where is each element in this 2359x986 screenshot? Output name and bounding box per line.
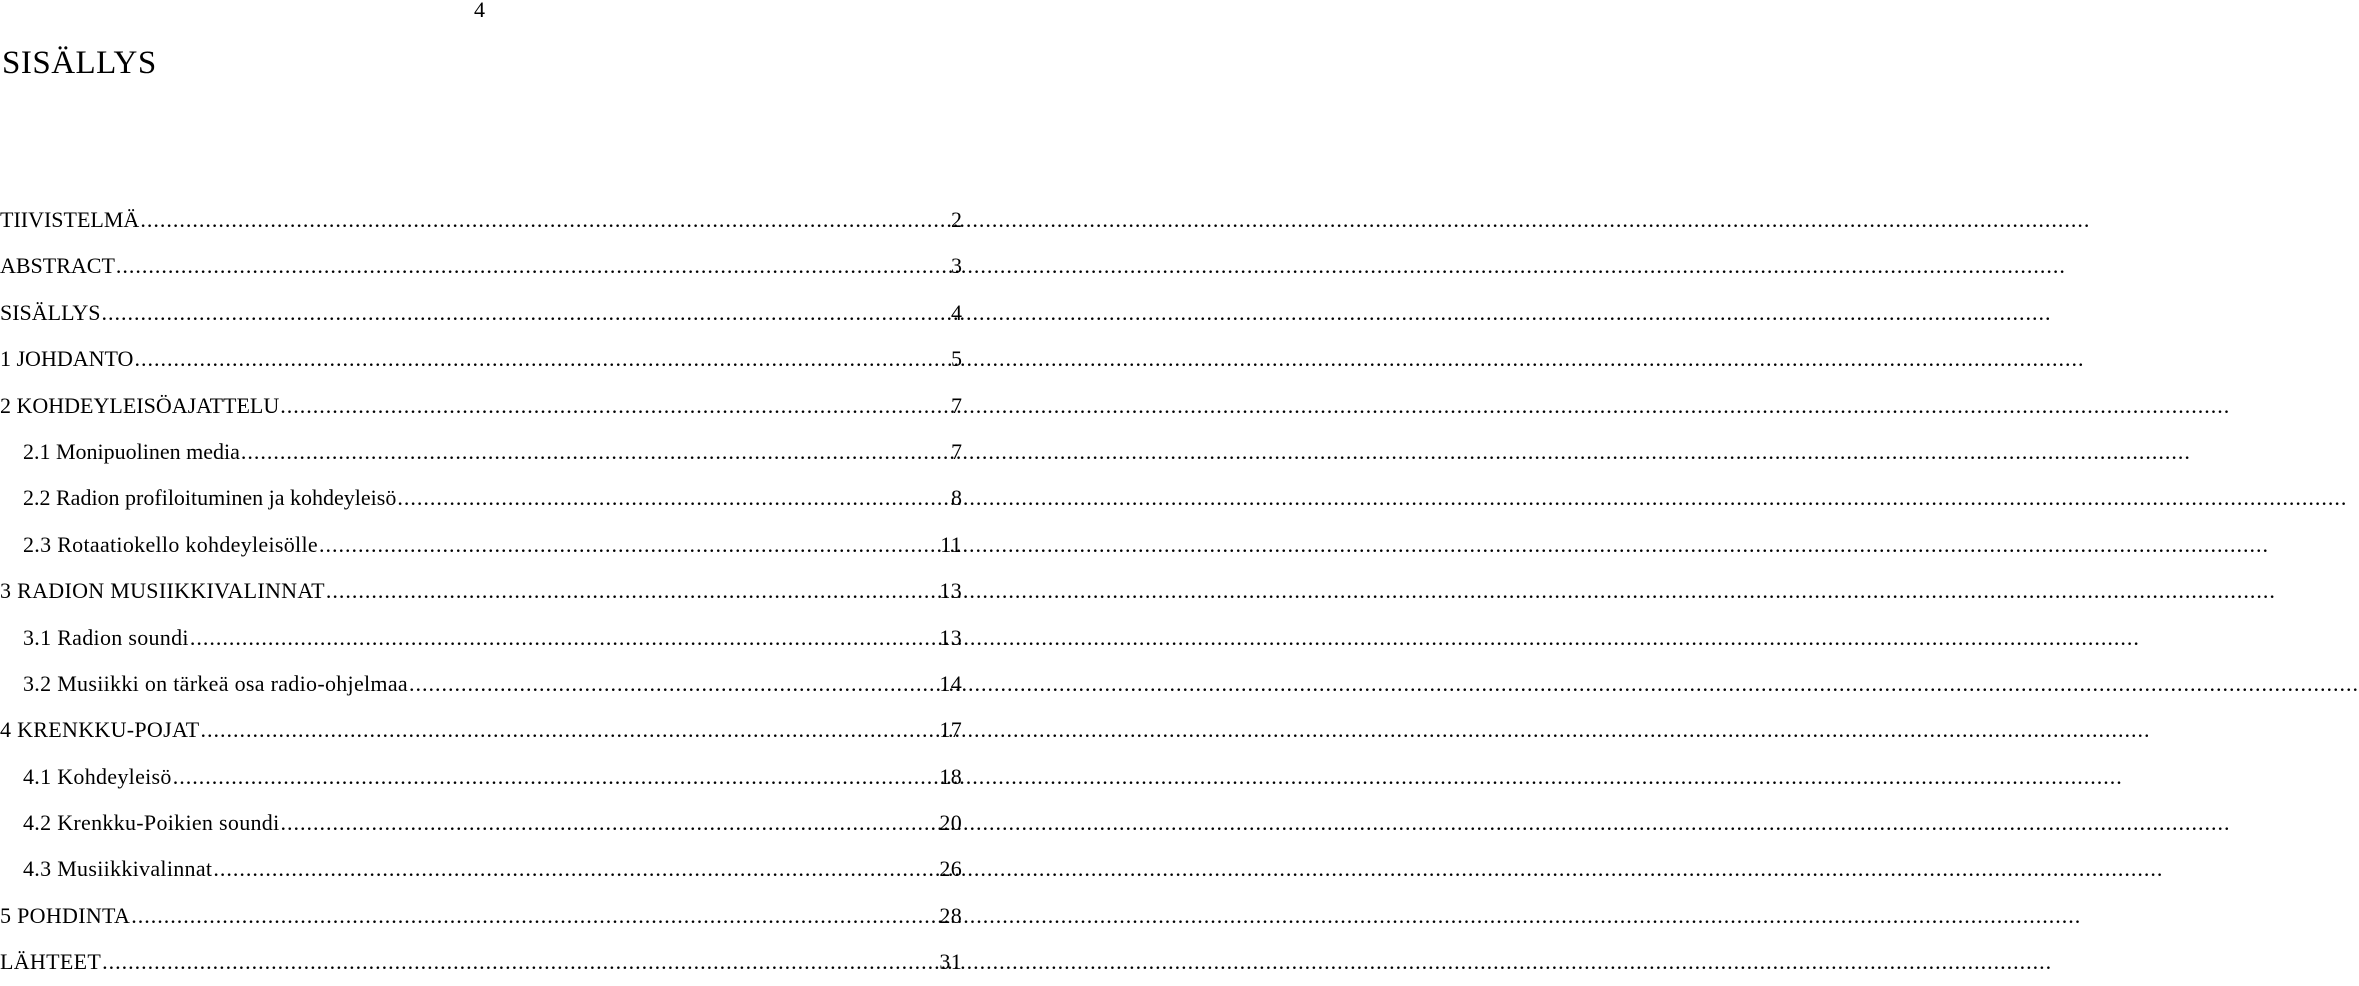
toc-entry-label: 5 POHDINTA bbox=[0, 902, 131, 928]
toc-dot-leader bbox=[409, 661, 938, 707]
toc-entry-3-1[interactable] bbox=[0, 615, 962, 661]
table-of-contents bbox=[0, 197, 962, 986]
toc-dot-leader bbox=[140, 197, 950, 243]
toc-dot-leader bbox=[131, 893, 938, 939]
toc-entry-label: 2.3 Rotaatiokello kohdeyleisölle bbox=[23, 531, 318, 557]
toc-entry-2[interactable] bbox=[0, 383, 962, 429]
toc-entry-page: 26 bbox=[939, 856, 962, 882]
toc-dot-leader bbox=[213, 846, 938, 892]
toc-entry-page: 5 bbox=[951, 346, 962, 372]
toc-dot-leader bbox=[101, 290, 950, 336]
toc-entry-label: SISÄLLYS bbox=[0, 299, 101, 325]
toc-entry-label: 1 JOHDANTO bbox=[0, 346, 134, 372]
toc-dot-leader bbox=[190, 615, 939, 661]
toc-entry-page: 20 bbox=[939, 810, 962, 836]
toc-entry-page: 4 bbox=[951, 299, 962, 325]
toc-entry-page: 28 bbox=[939, 902, 962, 928]
toc-entry-lahteet[interactable] bbox=[0, 939, 962, 985]
toc-entry-label: 3.2 Musiikki on tärkeä osa radio-ohjelmaa bbox=[23, 670, 408, 696]
toc-dot-leader bbox=[281, 800, 939, 846]
toc-dot-leader bbox=[134, 336, 950, 382]
toc-dot-leader bbox=[319, 522, 939, 568]
toc-entry-5[interactable] bbox=[0, 893, 962, 939]
toc-entry-page: 7 bbox=[951, 438, 962, 464]
toc-entry-label: 4.3 Musiikkivalinnat bbox=[23, 856, 213, 882]
toc-entry-4-3[interactable] bbox=[0, 846, 962, 892]
toc-dot-leader bbox=[397, 475, 950, 521]
toc-entry-2-2[interactable] bbox=[0, 475, 962, 521]
toc-entry-label: LÄHTEET bbox=[0, 949, 102, 975]
toc-entry-page: 2 bbox=[951, 207, 962, 232]
toc-entry-1[interactable] bbox=[0, 336, 962, 382]
toc-entry-4-1[interactable] bbox=[0, 754, 962, 800]
toc-entry-3-2[interactable] bbox=[0, 661, 962, 707]
toc-dot-leader bbox=[200, 707, 938, 753]
toc-entry-sisallys[interactable] bbox=[0, 290, 962, 336]
toc-entry-abstract[interactable] bbox=[0, 243, 962, 289]
toc-entry-label: 2.2 Radion profiloituminen ja kohdeyleisö bbox=[23, 485, 397, 511]
toc-dot-leader bbox=[102, 939, 938, 985]
toc-dot-leader bbox=[116, 243, 950, 289]
toc-entry-page: 7 bbox=[951, 392, 962, 418]
toc-entry-page: 11 bbox=[940, 531, 962, 557]
toc-entry-label: 4.2 Krenkku-Poikien soundi bbox=[23, 810, 280, 836]
toc-entry-label: 4.1 Kohdeyleisö bbox=[23, 763, 172, 789]
toc-dot-leader bbox=[173, 754, 939, 800]
toc-dot-leader bbox=[326, 568, 939, 614]
toc-entry-page: 14 bbox=[939, 670, 962, 696]
toc-entry-label: TIIVISTELMÄ bbox=[0, 207, 140, 232]
page-title: SISÄLLYS bbox=[2, 45, 157, 81]
toc-entry-page: 18 bbox=[939, 763, 962, 789]
toc-entry-page: 8 bbox=[951, 485, 962, 511]
toc-entry-label: 2.1 Monipuolinen media bbox=[23, 438, 240, 464]
toc-entry-page: 3 bbox=[951, 253, 962, 279]
toc-entry-2-1[interactable] bbox=[0, 429, 962, 475]
toc-entry-2-3[interactable] bbox=[0, 522, 962, 568]
toc-entry-4-2[interactable] bbox=[0, 800, 962, 846]
toc-entry-label: 2 KOHDEYLEISÖAJATTELU bbox=[0, 392, 280, 418]
toc-entry-page: 31 bbox=[939, 949, 962, 975]
toc-entry-4[interactable] bbox=[0, 707, 962, 753]
toc-entry-label: 3 RADION MUSIIKKIVALINNAT bbox=[0, 578, 325, 604]
toc-entry-label: 4 KRENKKU-POJAT bbox=[0, 717, 200, 743]
toc-entry-3[interactable] bbox=[0, 568, 962, 614]
toc-dot-leader bbox=[241, 429, 950, 475]
toc-entry-page: 13 bbox=[939, 578, 962, 604]
toc-entry-label: 3.1 Radion soundi bbox=[23, 624, 189, 650]
toc-entry-tiivistelma[interactable] bbox=[0, 197, 962, 243]
page-number: 4 bbox=[474, 0, 485, 22]
toc-entry-label: ABSTRACT bbox=[0, 253, 115, 279]
toc-dot-leader bbox=[280, 383, 950, 429]
toc-entry-page: 17 bbox=[939, 717, 962, 743]
toc-entry-page: 13 bbox=[939, 624, 962, 650]
